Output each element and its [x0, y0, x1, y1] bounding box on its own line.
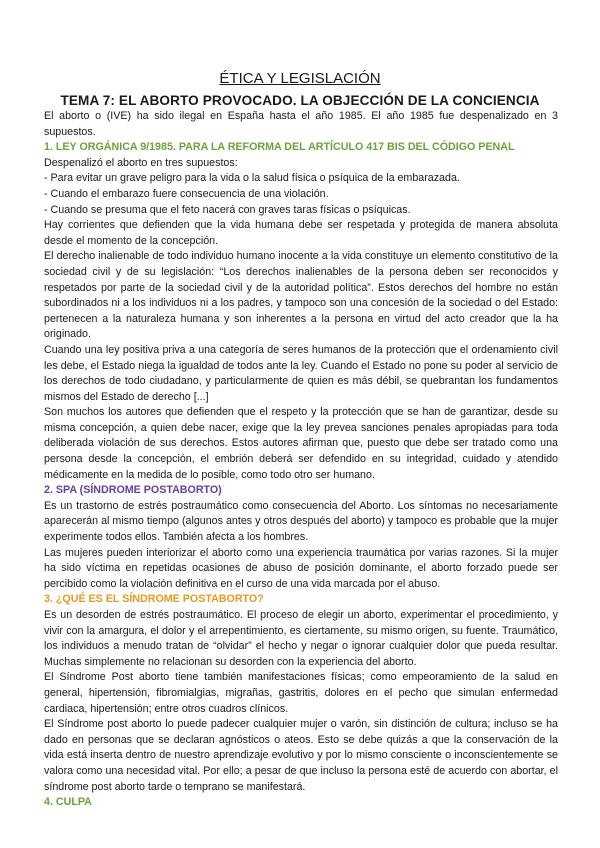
paragraph: Hay corrientes que defienden que la vida humana debe ser respetada y protegida de manera absoluta desde el momento de la concepción. [44, 219, 558, 247]
list-item: - Cuando se presuma que el feto nacerá con graves taras físicas o psíquicas. [44, 203, 411, 216]
paragraph: Son muchos los autores que defienden que el respeto y la protección que se han de garantizar, desde su misma concepción, a quien debe nacer, exige que la ley prevea sanciones penales apropiadas para toda deliberada violación de sus derechos. Estos autores afirman que, puesto que debe ser tratado como una persona desde la concepción, el embrión deberá ser defendido en su integridad, cuidado y atendido médicamente en la medida de lo posible, como todo otro ser humano. [44, 406, 558, 481]
document-subtitle: TEMA 7: EL ABORTO PROVOCADO. LA OBJECCIÓN DE LA CONCIENCIA [60, 93, 540, 108]
paragraph: El Síndrome post aborto lo puede padecer cualquier mujer o varón, sin distinción de cultura; incluso se ha dado en personas que se declaran agnósticos o ateos. Esto se debe quizás a que la conservación de la vida está inserta dentro de nuestro aprendizaje evolutivo y por lo mismo consciente o inconscientemente se valora como una necesidad vital. Por ello; a pesar de que incluso la persona esté de acuerdo con abortar, el síndrome post aborto tarde o temprano se manifestará. [44, 718, 558, 793]
paragraph: Es un desorden de estrés postraumático. El proceso de elegir un aborto, experimentar el procedimiento, y vivir con la amargura, el dolor y el arrepentimiento, es ciertamente, su mismo origen, su fuente. Traumático, los individuos a menudo tratan de “olvidar” el hecho y negar o ignorar cualquier dolor que pueda resultar. Muchas simplemente no relacionan su desorden con la experiencia del aborto. [44, 609, 558, 668]
paragraph: Cuando una ley positiva priva a una categoría de seres humanos de la protección que el ordenamiento civil les debe, el Estado niega la igualdad de todos ante la ley. Cuando el Estado no pone su poder al servicio de los derechos de todo ciudadano, y particularmente de quien es más débil, se quebrantan los fundamentos mismos del Estado de derecho [...] [44, 343, 558, 403]
list-intro-line: Despenalizó el aborto en tres supuestos: [44, 156, 238, 169]
document-title: ÉTICA Y LEGISLACIÓN [219, 70, 381, 87]
section-heading-spa: 2. SPA (SÍNDROME POSTABORTO) [44, 484, 222, 497]
paragraph: Las mujeres pueden interiorizar el aborto como una experiencia traumática por varias razones. Si la mujer ha sido víctima en repetidas ocasiones de abuso de posición dominante, el aborto forzado puede ser percibido como la violación definitiva en el curso de una vida marcada por el abuso. [44, 546, 558, 590]
paragraph: El derecho inalienable de todo individuo humano inocente a la vida constituye un elemento constitutivo de la sociedad civil y de su legislación: “Los derechos inalienables de la persona deben ser reconocidos y respetados por parte de la sociedad civil y de la autoridad política”. Estos derechos del hombre no están subordinados ni a los individuos ni a los padres, y tampoco son una concesión de la sociedad o del Estado: pertenecen a la naturaleza humana y son inherentes a la persona en virtud del acto creador que la ha originado. [44, 250, 558, 341]
section-heading-ley-organica: 1. LEY ORGÁNICA 9/1985. PARA LA REFORMA DEL ARTÍCULO 417 BIS DEL CÓDIGO PENAL [44, 141, 515, 154]
document-body [44, 109, 558, 811]
paragraph: Es un trastorno de estrés postraumático como consecuencia del Aborto. Los síntomas no necesariamente aparecerán al mismo tiempo (algunos antes y otros después del aborto) y tampoco es probable que la mujer experimente todos ellos. También afecta a los hombres. [44, 499, 558, 544]
list-item: - Cuando el embarazo fuere consecuencia de una violación. [44, 187, 329, 200]
section-heading-que-es: 3. ¿QUÉ ES EL SÍNDROME POSTABORTO? [44, 593, 264, 606]
list-item: - Para evitar un grave peligro para la vida o la salud física o psíquica de la embarazada. [44, 172, 460, 185]
intro-paragraph: El aborto o (IVE) ha sido ilegal en España hasta el año 1985. El año 1985 fue despenalizado en 3 supuestos. [44, 110, 558, 138]
paragraph: El Síndrome Post aborto tiene también manifestaciones físicas; como empeoramiento de la salud en general, hipertensión, fibromialgias, migrañas, gastritis, dolores en el pecho que simulan enfermedad cardiaca, hipertensión; entre otros cuadros clínicos. [44, 671, 558, 715]
section-heading-culpa: 4. CULPA [44, 796, 92, 809]
